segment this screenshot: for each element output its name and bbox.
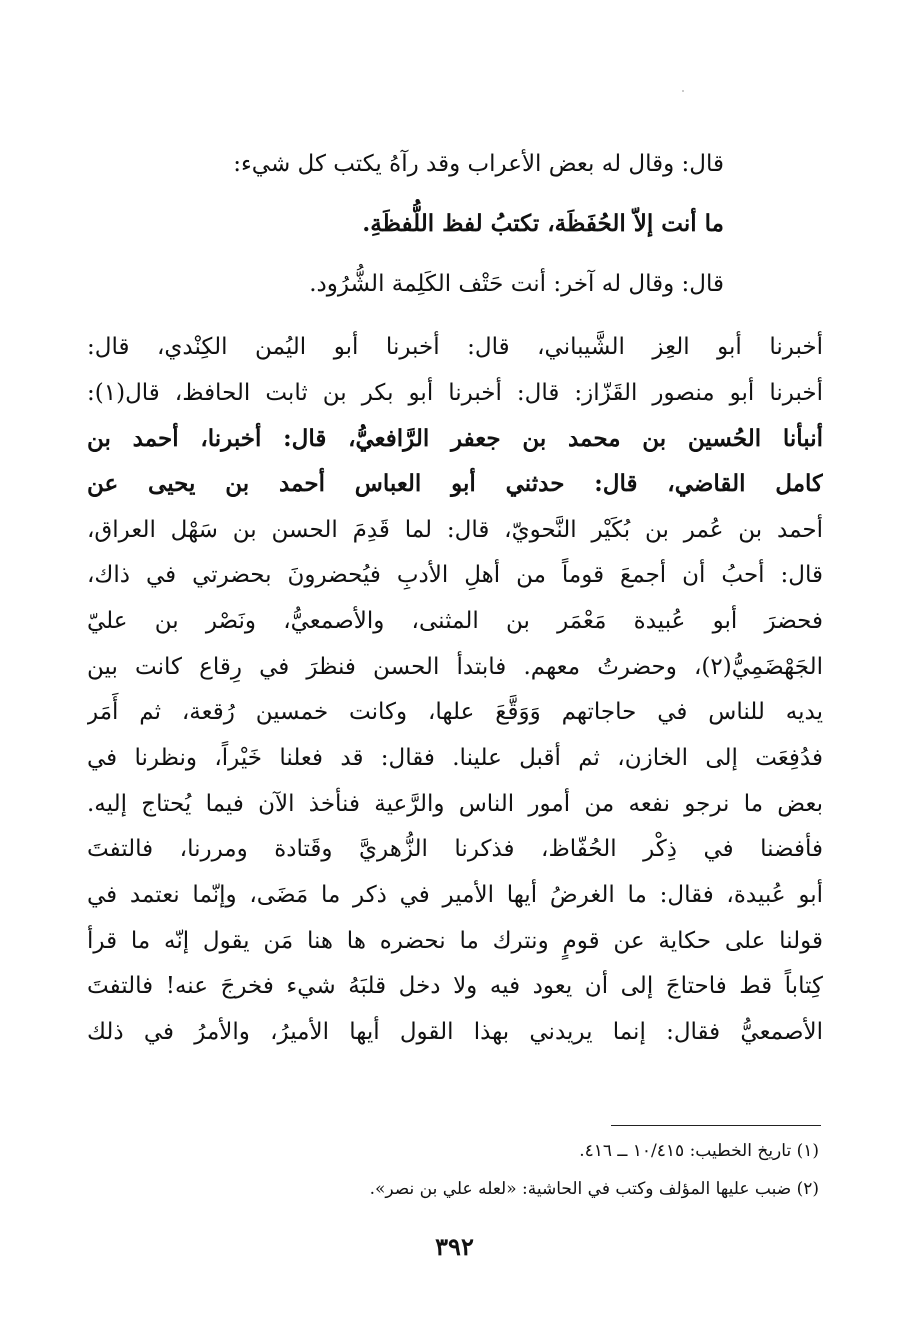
paper-speck [682,90,684,92]
text-line-content: فحضرَ أبو عُبيدة مَعْمَر بن المثنى، والأصمعيُّ، ونَصْر بن عليّ [87,607,823,634]
text-line [87,781,823,827]
text-line-content: يديه للناس في حاجاتهم وَوَقَّعَ علها، وكانت خمسين رُقعة، ثم أَمَر [87,699,823,726]
text-line [87,735,823,781]
text-line-content: أبو عُبيدة، فقال: ما الغرضُ أيها الأمير في ذكر ما مَضَى، وإنّما نعتمد في [87,882,823,909]
text-line-content: بعض ما نرجو نفعه من أمور الناس والرَّعية فنأخذ الآن فيما يُحتاج إليه. [87,790,823,817]
text-line-content: الأصمعيُّ فقال: إنما يريدني بهذا القول أيها الأميرُ، والأمرُ في ذلك [87,1019,823,1046]
text-line [87,507,823,553]
footnote-divider [611,1125,821,1126]
text-line [87,918,823,964]
text-line [87,690,823,736]
text-line [87,552,823,598]
text-line [87,370,823,416]
text-line [87,598,823,644]
footnote: (٢) ضبب عليها المؤلف وكتب في الحاشية: «لعله علي بن نصر». [369,1179,819,1199]
footnotes [119,1132,819,1208]
text-line-content: قال: أحبُ أن أجمعَ قوماً من أهلِ الأدبِ فيُحضرونَ بحضرتي في ذاك، [87,562,823,589]
verse-block [164,134,724,314]
text-line [87,827,823,873]
text-line [87,872,823,918]
text-line-content: أحمد بن عُمر بن بُكَيْر النَّحويّ، قال: لما قَدِمَ الحسن بن سَهْل العراق، [87,516,823,543]
verse-line: قال: وقال له بعض الأعراب وقد رآهُ يكتب كل شيء: [233,151,724,177]
text-line [87,644,823,690]
main-text [87,324,823,1055]
text-line-content: أنبأنا الحُسين بن محمد بن جعفر الرَّافعيُّ، قال: أخبرنا، أحمد بن [87,424,823,452]
text-line [87,415,823,461]
text-line [87,324,823,370]
text-line-content: كِتاباً قط فاحتاجَ إلى أن يعود فيه ولا دخل قلبَهُ شيء فخرجَ عنه! فالتفتَ [87,973,823,1000]
text-line [87,964,823,1010]
footnote: (١) تاريخ الخطيب: ١٠/٤١٥ ــ ٤١٦. [579,1141,819,1161]
text-line-content: الجَهْضَمِيُّ(٢)، وحضرتُ معهم. فابتدأ الحسن فنظرَ في رِقاع كانت بين [87,653,823,680]
text-line-content: كامل القاضي، قال: حدثني أبو العباس أحمد بن يحيى عن [87,470,823,498]
page-number: ٣٩٢ [435,1232,474,1261]
text-line [87,461,823,507]
text-line-content: فدُفِعَت إلى الخازن، ثم أقبل علينا. فقال: قد فعلنا خَيْراً، ونظرنا في [87,745,823,772]
verse-line: ما أنت إلاّ الحُفَظَة، تكتبُ لفظ اللُّفظَةِ. [362,210,724,237]
verse-line: قال: وقال له آخر: أنت حَتْف الكَلِمة الشُّرُود. [309,271,724,297]
text-line-content: قولنا على حكاية عن قومٍ ونترك ما نحضره ها هنا مَن يقول إنّه ما قرأ [87,927,823,954]
text-line [87,1009,823,1055]
text-line-content: فأفضنا في ذِكْر الحُفّاظ، فذكرنا الزُّهريَّ وقَتادة ومررنا، فالتفتَ [87,836,823,863]
text-line-content: أخبرنا أبو العِز الشَّيباني، قال: أخبرنا أبو اليُمن الكِنْدي، قال: [87,333,823,360]
text-line-content: أخبرنا أبو منصور القَزّاز: قال: أخبرنا أبو بكر بن ثابت الحافظ، قال(١): [87,379,823,406]
